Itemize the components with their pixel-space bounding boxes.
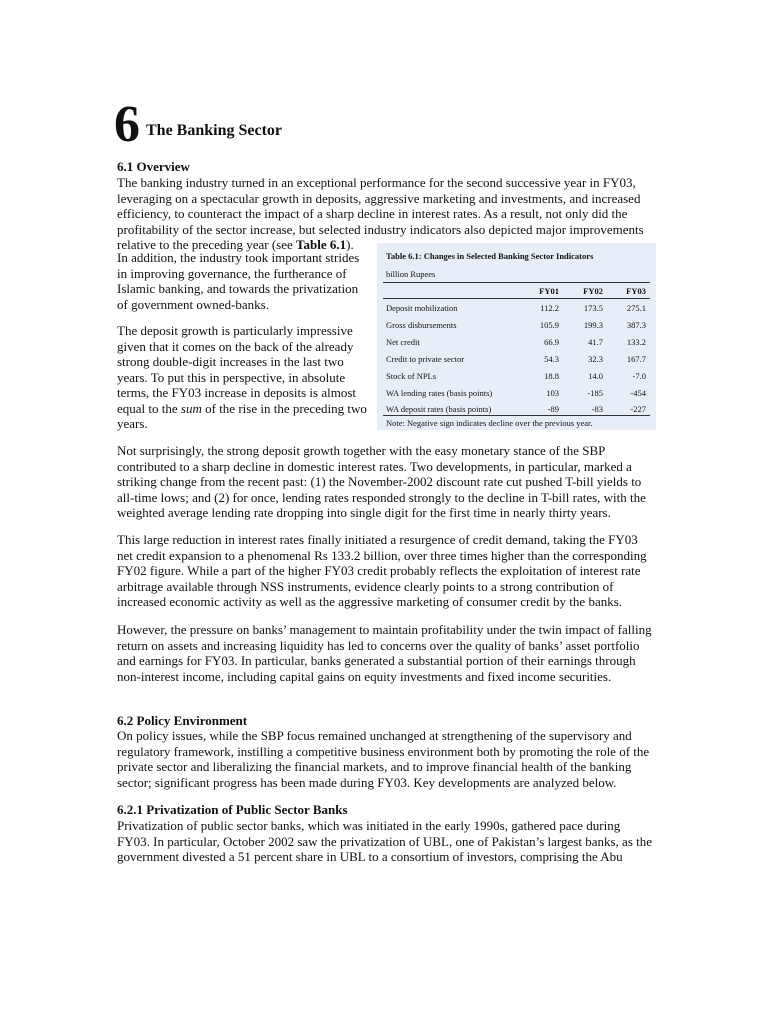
table-cell: 54.3 [544, 354, 559, 364]
table-rule-header [383, 298, 650, 299]
paragraph-overview-1 [117, 175, 655, 253]
table-row-label: Net credit [386, 337, 420, 347]
table-row-label: WA deposit rates (basis points) [386, 404, 492, 414]
table-row-label: Gross disbursements [386, 320, 457, 330]
paragraph-text: ). [346, 237, 354, 252]
table-cell: -227 [630, 404, 646, 414]
section-heading-policy: 6.2 Policy Environment [117, 713, 248, 728]
table-col-fy02: FY02 [583, 286, 603, 296]
chapter-number: 6 [114, 96, 140, 153]
chapter-title: The Banking Sector [146, 122, 283, 139]
table-note: Note: Negative sign indicates decline over the previous year. [386, 418, 593, 428]
paragraph-text: The deposit growth is particularly impressive given that it comes on the back of the already strong double-digit increases in the last two years. To put this in perspective, in absolute terms, the FY03 increase in deposits is almost equal to the [117, 323, 357, 416]
table-row-label: WA lending rates (basis points) [386, 388, 493, 398]
table-cell: 14.0 [588, 371, 603, 381]
paragraph-overview-5: However, the pressure on banks’ management to maintain profitability under the twin impact of falling return on assets and increasing liquidity has led to concerns over the quality of banks’ asset portfolio and earnings for FY03. In particular, banks generated a substantial portion of their earnings through non-interest income, including capital gains on equity investments and fixed income securities. [117, 622, 652, 684]
table-reference-link[interactable]: Table 6.1 [296, 237, 347, 252]
paragraph-privatization-1: Privatization of public sector banks, which was initiated in the early 1990s, gathered pace during FY03. In particular, October 2002 saw the privatization of UBL, one of Pakistan’s largest banks, as the government divested a 51 percent share in UBL to a consortium of investors, comprising the Abu [117, 818, 653, 864]
table-col-fy01: FY01 [539, 286, 559, 296]
paragraph-overview-4: This large reduction in interest rates finally initiated a resurgence of credit demand, taking the FY03 net credit expansion to a phenomenal Rs 133.2 billion, over three times higher than the corresponding FY02 figure. While a part of the higher FY03 credit probably reflects the exploitation of interest rate arbitrage available through NSS instruments, evidence clearly points to a strong contribution of increased economic activity as well as the aggressive marketing of consumer credit by the banks. [117, 532, 647, 609]
table-unit: billion Rupees [386, 269, 436, 279]
table-row-label: Deposit mobilization [386, 303, 458, 313]
paragraph-overview-1c: In addition, the industry took important strides in improving governance, the furtherance of Islamic banking, and towards the privatization of government owned-banks. [117, 250, 360, 312]
table-cell: 18.8 [544, 371, 559, 381]
table-rule-bottom [383, 415, 650, 416]
table-cell: -7.0 [632, 371, 646, 381]
table-row-label: Stock of NPLs [386, 371, 437, 381]
table-cell: 199.3 [583, 320, 603, 330]
table-cell: 66.9 [544, 337, 559, 347]
table-6-1 [377, 243, 656, 430]
table-cell: 103 [546, 388, 559, 398]
table-cell: 173.5 [583, 303, 603, 313]
table-cell: 105.9 [539, 320, 559, 330]
table-cell: 275.1 [626, 303, 646, 313]
paragraph-overview-2 [117, 323, 367, 432]
table-rule-top [383, 282, 650, 283]
emphasis-text: sum [180, 400, 202, 416]
table-cell: 387.3 [626, 320, 646, 330]
table-cell: -185 [587, 388, 603, 398]
table-col-fy03: FY03 [626, 286, 646, 296]
table-title: Table 6.1: Changes in Selected Banking Sector Indicators [386, 251, 594, 261]
table-cell: 41.7 [588, 337, 603, 347]
table-cell: 112.2 [540, 303, 559, 313]
section-heading-privatization: 6.2.1 Privatization of Public Sector Banks [117, 802, 348, 817]
table-cell: 167.7 [626, 354, 646, 364]
section-heading-overview: 6.1 Overview [117, 159, 190, 174]
paragraph-text: The banking industry turned in an exceptional performance for the second successive year in FY03, leveraging on a spectacular growth in deposits, aggressive marketing and investments, and increased efficiency, to counteract the impact of a sharp decline in interest rates. As a result, not only did the profitability of the sector increase, but selected industry indicators also depicted major improvements relative to the preceding year (see [117, 175, 644, 252]
table-cell: -83 [591, 404, 603, 414]
table-cell: 32.3 [588, 354, 603, 364]
table-cell: 133.2 [626, 337, 646, 347]
paragraph-overview-3: Not surprisingly, the strong deposit growth together with the easy monetary stance of the SBP contributed to a sharp decline in domestic interest rates. Two developments, in particular, marked a striking change from the recent past: (1) the November-2002 discount rate cut pushed T-bill yields to all-time lows; and (2) for once, lending rates responded strongly to the decline in T-bill rates, with the weighted average lending rate dropping into single digit for the first time in nearly thirty years. [117, 443, 646, 520]
paragraph-text: of the rise in the preceding two years. [117, 400, 367, 431]
table-row-label: Credit to private sector [386, 354, 465, 364]
table-cell: -89 [547, 404, 559, 414]
table-cell: -454 [630, 388, 646, 398]
paragraph-policy-1: On policy issues, while the SBP focus remained unchanged at strengthening of the supervisory and regulatory framework, instilling a competitive business environment both by promoting the role of the private sector and liberalizing the financial markets, and to improve financial health of the banking sector; significant progress has been made during FY03. Key developments are analyzed below. [117, 728, 650, 790]
